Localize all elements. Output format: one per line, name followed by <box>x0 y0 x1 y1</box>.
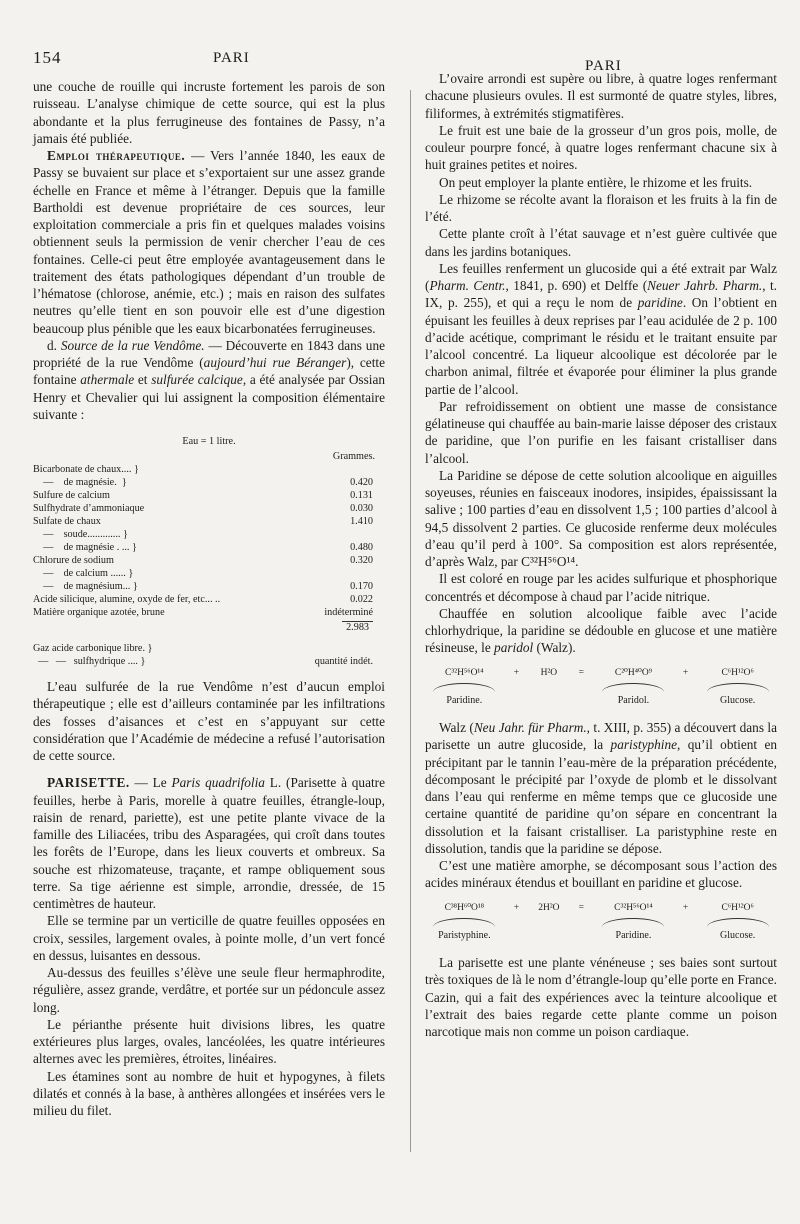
section-heading: Source de la rue Vendôme. <box>60 337 205 353</box>
running-head-right: PARI <box>585 58 622 74</box>
paragraph: Par refroidissement on obtient une masse de consistance gélatineuse qui chauffée au bain-marie laisse déposer des cristaux de paridine, que l’on purifie en les faisant cristalliser dans l’alcool. <box>425 398 777 466</box>
table-row: — de calcium ...... } <box>33 568 134 579</box>
table-row: — — sulfhydrique .... } quantité indét. <box>33 656 373 667</box>
paragraph: Le fruit est une baie de la grosseur d’un gros pois, molle, de couleur pourpre foncé, à quatre loges renfermant chacune six à huit graines petites et noires. <box>425 122 777 173</box>
paragraph: Les étamines sont au nombre de huit et hypogynes, à filets dilatés et connés à la base, à anthères allongées et insérées vers le milieu du filet. <box>33 1068 385 1118</box>
paragraph: Elle se termine par un verticille de quatre feuilles opposées en croix, sessiles, largement ovales, à pointe molle, d’un vert foncé en dessus, luisantes en dessous. <box>33 913 385 963</box>
paragraph: Il est coloré en rouge par les acides sulfurique et phosphorique concentrés et décompose à chaud par l’acide nitrique. <box>425 571 777 604</box>
paragraph: Le rhizome se récolte avant la floraison et les fruits à la fin de l’été. <box>425 191 777 224</box>
paragraph: Les feuilles renferment un glucoside qui a été extrait par Walz (Pharm. Centr., 1841, p. 690) et Delffe (Neuer Jahrb. Pharm., t. IX, p. 255), et qui a reçu le nom de paridine. On l’obtient en épuisant les feuilles à deux reprises par l’eau acidulée de 2 p. 100 d’acide acétique, comprimant le résidu et le traitant ensuite par l’alcool concentré. La liqueur alcoolique est décolorée par le charbon animal, filtrée et évaporée pour éliminer la plus grande partie de l’alcool. <box>425 260 777 397</box>
table-row: Sulfhydrate d’ammoniaque 0.030 <box>33 503 373 514</box>
table-row: Sulfate de chaux 1.410 <box>33 516 373 527</box>
paragraph: On peut employer la plante entière, le rhizome et les fruits. <box>439 174 753 190</box>
paragraph: L’ovaire arrondi est supère ou libre, à quatre loges renfermant chacune plusieurs ovules. Il est surmonté de quatre styles, libres, filiformes, à extrémités stigmatifères. <box>425 71 777 121</box>
table-row: Bicarbonate de chaux.... } <box>33 464 139 475</box>
paragraph: Chauffée en solution alcoolique faible avec l’acide chlorhydrique, la paridine se dédouble en glucose et une matière résineuse, le paridol (Walz). <box>425 605 777 656</box>
composition-table <box>33 435 385 668</box>
paragraph: Walz (Neu Jahr. für Pharm., t. XIII, p. 355) a découvert dans la parisette un autre glucoside, la paristyphine, qu’il obtient en précipitant par le tannin l’eau-mère de la préparation précédente, décomposant le précipité par l’oxyde de plomb et le dissolvant dans l’eau qui renferme en même temps que ce glucoside une certaine quantité de paridine qu’on sépare en concentrant la dissolution et la faisant cristalliser. La paristyphine reste en dissolution, tandis que la paridine se dépose. <box>425 720 777 856</box>
table-row: Acide silicique, alumine, oxyde de fer, etc... .. 0.022 <box>33 594 373 605</box>
table-total: 2.983 <box>33 621 385 634</box>
chemical-equation-paridine: C³²H⁵⁶O¹⁴ Paridine. + H²O = C²⁰H⁴⁰O⁹ Paridol. + C⁶H¹²O⁶ Glucose. <box>425 665 777 710</box>
paragraph: Au-dessus des feuilles s’élève une seule fleur hermaphrodite, régulière, assez grande, verdâtre, et portée sur un pédoncule assez long. <box>33 965 385 1015</box>
paragraph: d. Source de la rue Vendôme. — Découverte en 1843 dans une propriété de la rue Vendôme (aujourd’hui rue Béranger), cette fontaine athermale et sulfurée calcique, a été analysée par Ossian Henry et Chevalier qui lui assignent la composition élémentaire suivante : <box>33 337 386 422</box>
table-row: — de magnésium... } 0.170 <box>33 581 373 592</box>
paragraph: Cette plante croît à l’état sauvage et n’est guère cultivée que dans les jardins botaniques. <box>425 226 777 259</box>
table-row: — de magnésie. } 0.420 <box>33 477 373 488</box>
entry-heading: PARISETTE. <box>47 775 130 791</box>
chemical-equation-paristyphine: C³⁸H⁶⁰O¹⁸ Paristyphine. + 2H²O = C³²H⁵⁶O¹⁴ Paridine. + C⁶H¹²O⁶ Glucose. <box>425 900 777 945</box>
table-row: Matière organique azotée, brune indéterminé <box>33 607 373 618</box>
section-heading: Emploi thérapeutique. <box>47 148 186 163</box>
page-number: 154 <box>33 48 62 67</box>
table-row: — soude............. } <box>33 529 128 540</box>
table-row: Chlorure de sodium 0.320 <box>33 555 373 566</box>
paragraph: Emploi thérapeutique. — Vers l’année 1840, les eaux de Passy se buvaient sur place et s’exportaient sur une assez grande échelle en France et même à l’étranger. Depuis que la famille Bartholdi est devenue propriétaire de ces sources, leur exploitation commerciale a pris fin et quelques malades voisins obtiennent seuls la permission de venir chercher l’eau de ces fontaines. Celle-ci peut être employée avantageusement dans le traitement des états pathologiques dépendant d’un trouble de l’hématose (chlorose, anémie, etc.) ; mais en raison des sulfates neutres qu’elle tient en son pouvoir elle est d’une digestion beaucoup plus pénible que les eaux bicarbonatées ferrugineuses. <box>33 148 385 336</box>
paragraph: La Paridine se dépose de cette solution alcoolique en aiguilles soyeuses, réunies en faisceaux inodores, insipides, épaississant la salive ; 100 parties d’eau en dissolvent 1,5 ; 100 parties d’alcool à 94,5 dissolvent 2 parties. Ce glucoside renferme deux molécules d’eau qu’il perd à 100°. Sa composition est alors représentée, d’après Walz, par C³²H⁵⁶O¹⁴. <box>425 467 777 569</box>
running-head-left: PARI <box>213 50 250 66</box>
left-column <box>33 78 385 1119</box>
paragraph: L’eau sulfurée de la rue Vendôme n’est d’aucun emploi thérapeutique ; elle est d’ailleurs contaminée par les infiltrations des fosses d’aisances et c’est en s’appuyant sur cette considération que l’Académie de médecine a refusé l’autorisation de cette source. <box>33 679 385 763</box>
table-caption: Eau = 1 litre. <box>182 436 236 447</box>
paragraph: La parisette est une plante vénéneuse ; ses baies sont surtout très toxiques de là le nom d’étrangle-loup qu’elle porte en France. Cazin, qui a fait des expériences avec la teinture alcoolique et l’extrait des baies regarde cette plante comme un poison narcotique mais non comme un poison cardiaque. <box>425 955 777 1039</box>
column-divider <box>410 90 411 1152</box>
right-column <box>425 70 777 1040</box>
table-row: Gaz acide carbonique libre. } <box>33 643 153 654</box>
table-unit: Grammes. <box>332 451 375 462</box>
paragraph: PARISETTE. — Le Paris quadrifolia L. (Parisette à quatre feuilles, herbe à Paris, morelle à quatre feuilles, étrangle-loup, raisin de renard, pariette), est une petite plante vivace de la famille des Liliacées, tribu des Asparagées, qui croît dans toutes les forêts de l’Europe, dans les lieux couverts et ombreux. Sa souche est rhizomateuse, traçante, et rampe obliquement sous terre. Sa tige aérienne est simple, arrondie, dressée, de 15 centimètres de hauteur. <box>33 775 386 911</box>
table-row: Sulfure de calcium 0.131 <box>33 490 373 501</box>
paragraph: Le périanthe présente huit divisions libres, les quatre extérieures plus larges, ovales, lancéolées, les quatre intérieures alternes avec les premières, étroites, linéaires. <box>33 1016 385 1067</box>
paragraph: C’est une matière amorphe, se décomposant sous l’action des acides minéraux étendus et bouillant en paridine et glucose. <box>425 858 777 891</box>
table-row: — de magnésie . ... } 0.480 <box>33 542 373 553</box>
paragraph: une couche de rouille qui incruste fortement les parois de son ruisseau. L’analyse chimique de cette source, qui est la plus abondante et la plus ferrugineuse des fontaines de Passy, n’a jamais été publiée. <box>33 79 385 146</box>
